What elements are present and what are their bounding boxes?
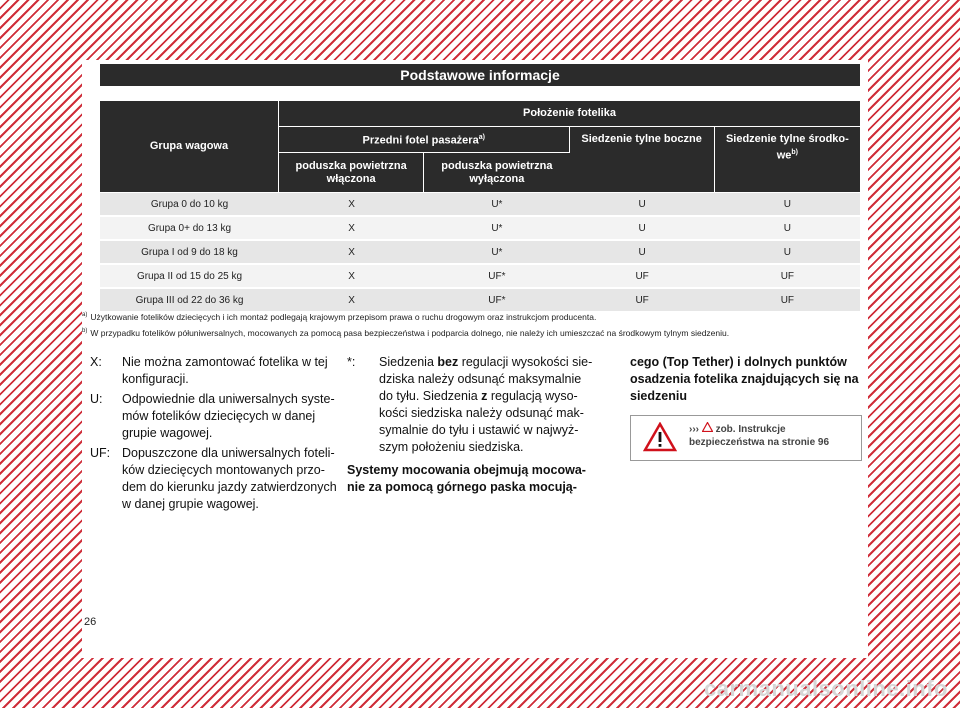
seat-code-cell: UF — [715, 289, 860, 313]
legend-x: X: Nie można zamontować fotelika w tej konfiguracji. — [90, 355, 328, 386]
seat-code-cell: U — [715, 241, 860, 265]
airbag-on-header: poduszka powietrzna włączona — [279, 153, 424, 193]
seat-code-cell: X — [279, 289, 424, 313]
watermark-text: carmanualsonline.info — [704, 676, 948, 701]
section-heading-part1: Systemy mocowania obejmują mocowa-nie za pomocą górnego paska mocują- — [347, 463, 586, 494]
seat-code-cell: U — [570, 241, 715, 265]
rear-center-header: Siedzenie tylne środko-$we^{b)}$ — [715, 127, 860, 193]
weight-group-cell: Grupa III od 22 do 36 kg — [100, 289, 279, 313]
legend-column — [90, 354, 340, 516]
seat-code-cell: U* — [424, 241, 569, 265]
seat-code-cell: X — [279, 241, 424, 265]
seat-code-cell: U* — [424, 217, 569, 241]
seat-code-cell: U — [715, 217, 860, 241]
legend-uf: UF: Dopuszczone dla uniwersalnych foteli-ków dziecięcych montowanych przo-dem do kierunku jazdy zatwierdzonych w danej grupie wagowej. — [90, 446, 337, 511]
small-warning-icon — [702, 422, 713, 432]
table-row — [100, 241, 860, 265]
seat-code-cell: UF* — [424, 289, 569, 313]
seat-code-cell: X — [279, 217, 424, 241]
footnote-b: $^{b)}$ W przypadku fotelików półuniwersalnych, mocowanych za pomocą pasa bezpieczeństwa i podparcia dolnego, nie należy ich umieszczać na środkowym tylnym siedzeniu. — [82, 328, 730, 338]
table-row — [100, 289, 860, 313]
weight-group-cell: Grupa II od 15 do 25 kg — [100, 265, 279, 289]
table-row — [100, 193, 860, 217]
seat-code-cell: UF — [570, 265, 715, 289]
seat-code-cell: X — [279, 265, 424, 289]
airbag-off-header: poduszka powietrzna wyłączona — [424, 153, 569, 193]
page-number: 26 — [84, 616, 97, 628]
warning-triangle-icon — [643, 422, 677, 452]
position-header: Położenie fotelika — [279, 101, 860, 127]
table-row — [100, 265, 860, 289]
right-column — [630, 354, 862, 461]
page-header: Podstawowe informacje — [100, 64, 860, 86]
child-seat-table — [100, 101, 860, 313]
front-seat-header: Przedni fotel pasażera$^{a)}$ — [279, 127, 570, 153]
footnotes — [82, 312, 862, 344]
seat-code-cell: U — [570, 193, 715, 217]
table-row — [100, 217, 860, 241]
seat-code-cell: U — [715, 193, 860, 217]
warning-box — [630, 415, 862, 461]
seat-code-cell: X — [279, 193, 424, 217]
table-body — [100, 193, 860, 313]
seat-code-cell: UF* — [424, 265, 569, 289]
legend-u: U: Odpowiednie dla uniwersalnych syste-mów fotelików dziecięcych w danej grupie wagowej. — [90, 392, 335, 440]
weight-group-cell: Grupa 0+ do 13 kg — [100, 217, 279, 241]
weight-group-cell: Grupa 0 do 10 kg — [100, 193, 279, 217]
seat-code-cell: UF — [715, 265, 860, 289]
section-heading-part2: cego (Top Tether) i dolnych punktów osadzenia fotelika znajdujących się na siedzeniu — [630, 355, 859, 403]
footnote-a: $^{a)}$ Użytkowanie fotelików dziecięcych i ich montaż podlegają krajowym przepisom prawa o ruchu drogowym oraz instrukcjom producenta. — [82, 312, 597, 322]
star-column — [347, 354, 597, 496]
warning-link[interactable]: ››› zob. Instrukcje bezpieczeństwa na stronie 96 — [689, 424, 830, 448]
seat-code-cell: U* — [424, 193, 569, 217]
group-header: Grupa wagowa — [100, 101, 279, 193]
rear-side-header: Siedzenie tylne boczne — [570, 127, 715, 193]
weight-group-cell: Grupa I od 9 do 18 kg — [100, 241, 279, 265]
seat-code-cell: U — [570, 217, 715, 241]
seat-code-cell: UF — [570, 289, 715, 313]
legend-star: *: Siedzenia bez regulacji wysokości sie-dziska należy odsunąć maksymalnie do tyłu. Siedzenia z regulacją wyso-kości siedziska należy odsunąć mak-symalnie do tyłu i ustawić w najwyż-szym położeniu siedziska. — [347, 355, 593, 454]
manual-page — [82, 60, 868, 658]
